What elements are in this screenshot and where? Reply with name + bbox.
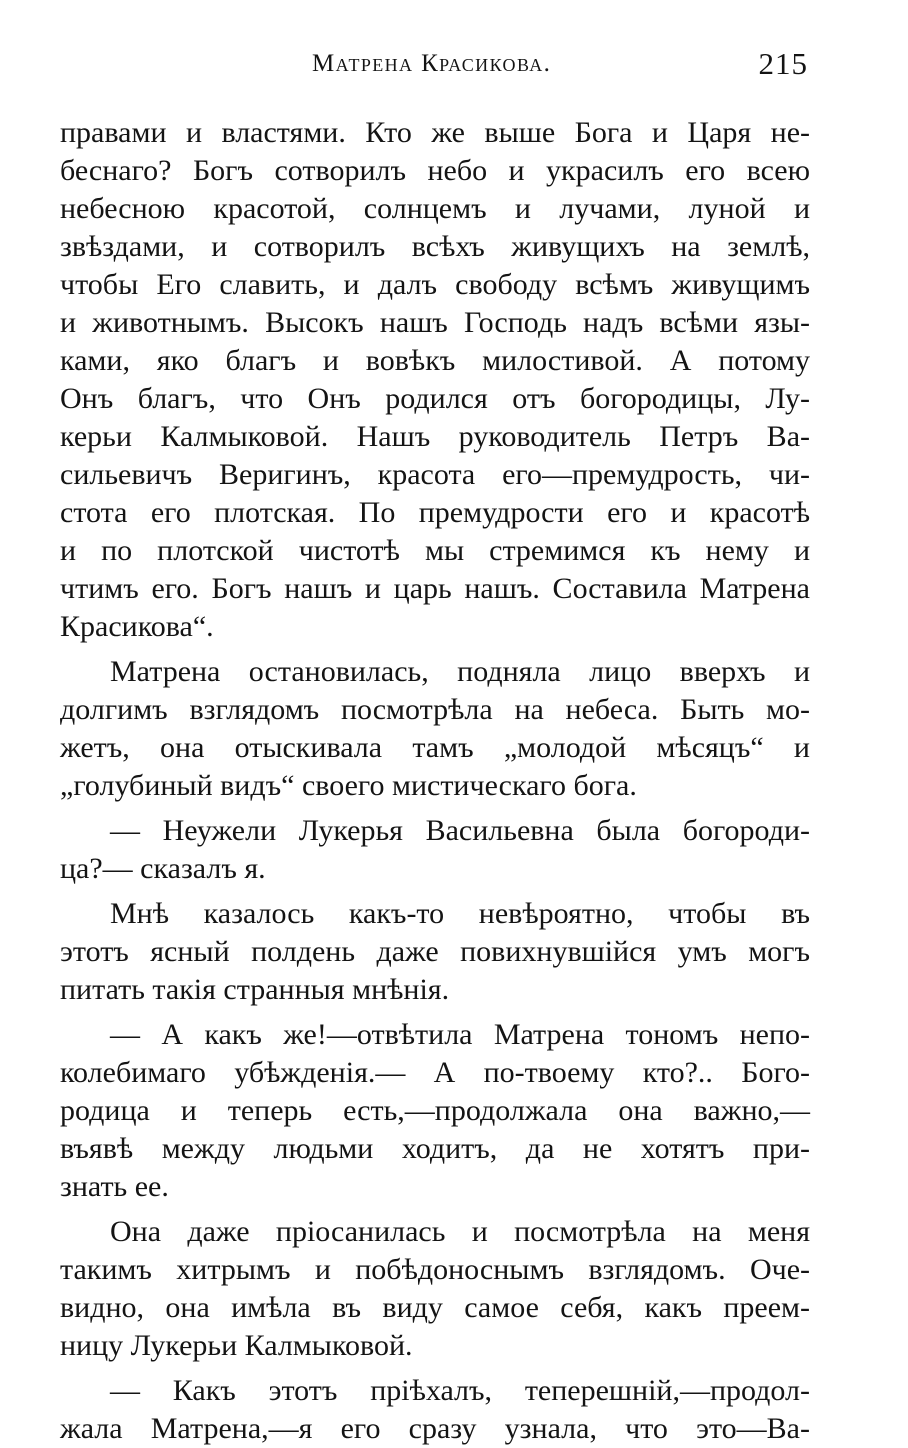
text-line: знать ее. xyxy=(60,1170,169,1203)
paragraph xyxy=(60,114,810,646)
paragraph xyxy=(60,653,810,805)
text-line: въявѣ между людьми ходитъ, да не хотятъ при- xyxy=(60,1132,810,1165)
text-line: питать такія странныя мнѣнія. xyxy=(60,973,450,1006)
text-line: Красикова“. xyxy=(60,610,214,643)
text-line: керьи Калмыковой. Нашъ руководитель Петръ Ва- xyxy=(60,420,810,453)
text-line: „голубиный видъ“ своего мистическаго бога. xyxy=(60,769,637,802)
text-line: чтимъ его. Богъ нашъ и царь нашъ. Составила Матрена xyxy=(60,572,810,605)
text-line: видно, она имѣла въ виду самое себя, какъ преем- xyxy=(60,1291,810,1324)
text-line: этотъ ясный полдень даже повихнувшійся умъ могъ xyxy=(60,935,810,968)
text-line: ками, яко благъ и вовѣкъ милостивой. А потому xyxy=(60,344,810,377)
text-line: и по плотской чистотѣ мы стремимся къ нему и xyxy=(60,534,810,567)
paragraph xyxy=(60,1372,810,1448)
text-line: правами и властями. Кто же выше Бога и Царя не- xyxy=(60,116,810,149)
running-title: Матрена Красикова. xyxy=(312,50,552,77)
text-line: Онъ благъ, что Онъ родился отъ богородицы, Лу- xyxy=(60,382,810,415)
text-line: стота его плотская. По премудрости его и красотѣ xyxy=(60,496,810,529)
text-line: жала Матрена,—я его сразу узнала, что это—Ва- xyxy=(60,1412,810,1445)
text-line: — А какъ же!—отвѣтила Матрена тономъ непо- xyxy=(110,1018,810,1051)
paragraph xyxy=(60,1016,810,1206)
text-line: Мнѣ казалось какъ-то невѣроятно, чтобы въ xyxy=(110,897,810,930)
text-line: и животнымъ. Высокъ нашъ Господь надъ всѣми язы- xyxy=(60,306,810,339)
text-line: небесною красотой, солнцемъ и лучами, луной и xyxy=(60,192,810,225)
page-number: 215 xyxy=(758,46,808,81)
text-line: — Какъ этотъ пріѣхалъ, теперешній,—продол- xyxy=(110,1374,810,1407)
text-line: колебимаго убѣжденія.— А по-твоему кто?.. Бого- xyxy=(60,1056,810,1089)
text-line: ницу Лукерьи Калмыковой. xyxy=(60,1329,413,1362)
text-line: такимъ хитрымъ и побѣдоноснымъ взглядомъ. Оче- xyxy=(60,1253,810,1286)
paragraph xyxy=(60,812,810,888)
text-line: Матрена остановилась, подняла лицо вверхъ и xyxy=(110,655,810,688)
text-line: чтобы Его славить, и далъ свободу всѣмъ живущимъ xyxy=(60,268,810,301)
text-line: сильевичъ Веригинъ, красота его—премудрость, чи- xyxy=(60,458,810,491)
running-head xyxy=(60,46,810,90)
paragraph xyxy=(60,895,810,1009)
text-line: родица и теперь есть,—продолжала она важно,— xyxy=(60,1094,810,1127)
text-line: звѣздами, и сотворилъ всѣхъ живущихъ на землѣ, xyxy=(60,230,810,263)
body-text xyxy=(60,114,810,1448)
text-line: беснаго? Богъ сотворилъ небо и украсилъ его всею xyxy=(60,154,810,187)
text-line: ца?— сказалъ я. xyxy=(60,852,266,885)
text-line: Она даже пріосанилась и посмотрѣла на меня xyxy=(110,1215,810,1248)
text-line: — Неужели Лукерья Васильевна была богороди- xyxy=(110,814,810,847)
text-line: жетъ, она отыскивала тамъ „молодой мѣсяцъ“ и xyxy=(60,731,810,764)
paragraph xyxy=(60,1213,810,1365)
text-line: долгимъ взглядомъ посмотрѣла на небеса. Быть мо- xyxy=(60,693,810,726)
